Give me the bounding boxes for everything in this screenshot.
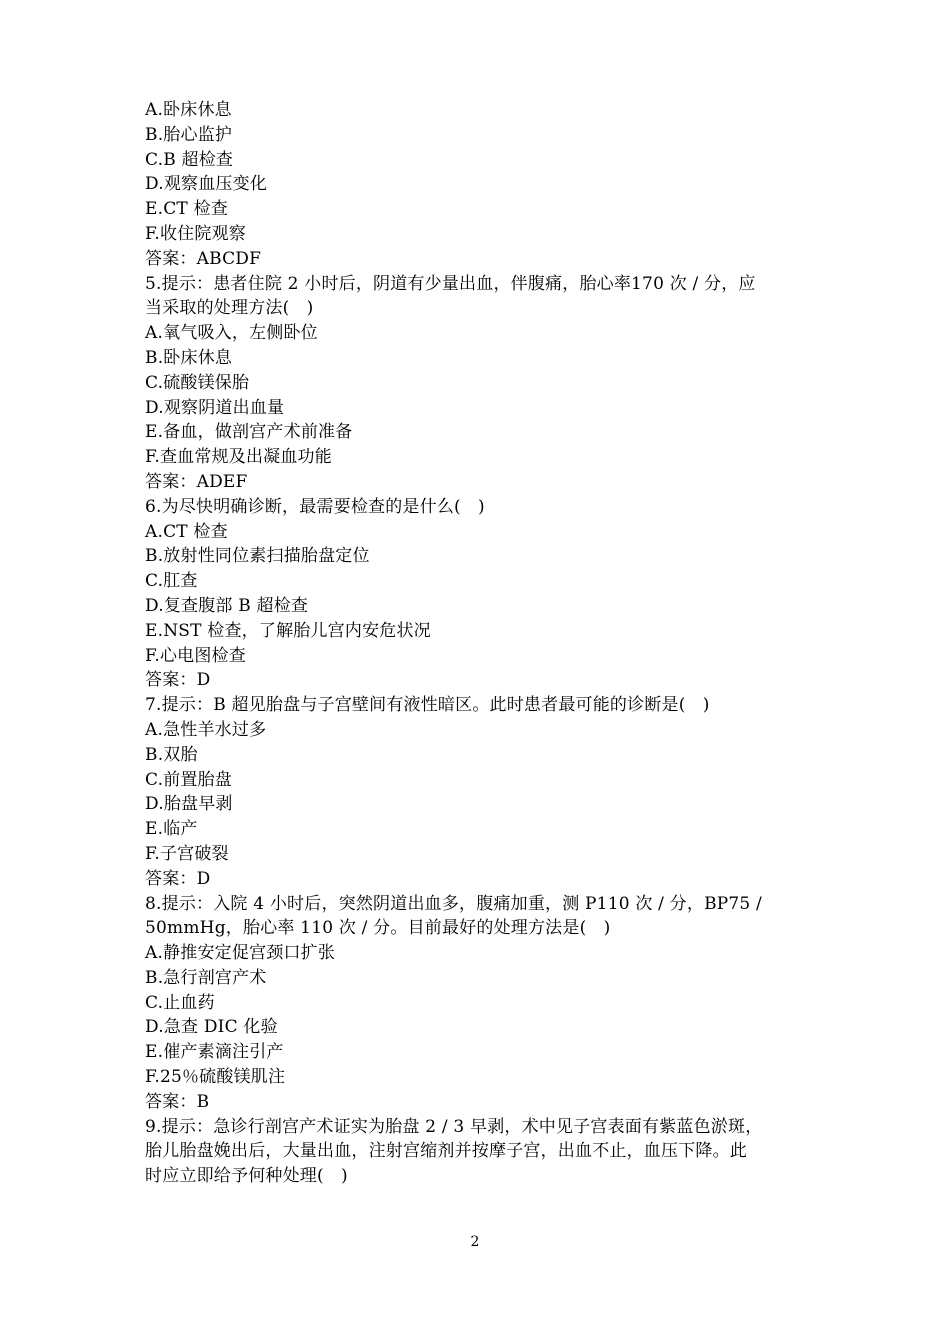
option-line: A.卧床休息 (145, 100, 232, 120)
option-line: D.观察阴道出血量 (145, 397, 285, 418)
option-line: F.25％硫酸镁肌注 (145, 1067, 286, 1088)
question-line: 8.提示：入院 4 小时后，突然阴道出血多，腹痛加重，测 P110 次 / 分，BP75 / (145, 893, 762, 914)
option-line: F.子宫破裂 (145, 843, 229, 864)
option-line: E.备血，做剖宫产术前准备 (145, 422, 353, 443)
option-line: A.CT 检查 (145, 521, 228, 542)
answer-line: 答案：D (145, 670, 211, 691)
option-line: B.急行剖宫产术 (145, 967, 267, 988)
option-line: A.氧气吸入，左侧卧位 (145, 323, 318, 344)
question-line: 当采取的处理方法( ) (145, 298, 314, 319)
option-line: D.急查 DIC 化验 (145, 1017, 278, 1038)
question-line: 时应立即给予何种处理( ) (145, 1166, 348, 1187)
option-line: C.肛查 (145, 571, 198, 592)
option-line: E.CT 检查 (145, 199, 228, 220)
option-line: B.胎心监护 (145, 124, 233, 145)
option-line: D.观察血压变化 (145, 174, 268, 195)
question-line: 6.为尽快明确诊断，最需要检查的是什么( ) (145, 496, 485, 517)
answer-line: 答案：ADEF (145, 471, 248, 492)
question-line: 50mmHg，胎心率 110 次 / 分。目前最好的处理方法是( ) (145, 918, 611, 939)
option-line: F.收住院观察 (145, 223, 246, 244)
question-line: 9.提示：急诊行剖宫产术证实为胎盘 2 / 3 早剥，术中见子宫表面有紫蓝色淤斑， (145, 1116, 763, 1137)
page-number: 2 (470, 1234, 480, 1250)
document-body (145, 98, 825, 1189)
question-line: 7.提示：B 超见胎盘与子宫壁间有液性暗区。此时患者最可能的诊断是( ) (145, 695, 710, 716)
question-line: 5.提示：患者住院 2 小时后，阴道有少量出血，伴腹痛，胎心率170 次 / 分，应 (145, 273, 756, 294)
option-line: B.卧床休息 (145, 347, 233, 368)
option-line: C.止血药 (145, 992, 215, 1013)
option-line: A.急性羊水过多 (145, 719, 267, 740)
option-line: C.B 超检查 (145, 149, 234, 170)
option-line: E.NST 检查，了解胎儿宫内安危状况 (145, 620, 431, 641)
question-line: 胎儿胎盘娩出后，大量出血，注射宫缩剂并按摩子宫，出血不止，血压下降。此 (145, 1141, 747, 1162)
option-line: B.放射性同位素扫描胎盘定位 (145, 546, 370, 567)
option-line: E.临产 (145, 819, 198, 840)
option-line: D.胎盘早剥 (145, 794, 233, 815)
option-line: F.心电图检查 (145, 645, 246, 666)
option-line: B.双胎 (145, 744, 198, 765)
option-line: C.前置胎盘 (145, 769, 233, 790)
option-line: D.复查腹部 B 超检查 (145, 595, 309, 616)
option-line: A.静推安定促宫颈口扩张 (145, 943, 336, 964)
answer-line: 答案：D (145, 868, 211, 889)
option-line: F.查血常规及出凝血功能 (145, 447, 332, 468)
option-line: C.硫酸镁保胎 (145, 372, 250, 393)
answer-line: 答案：ABCDF (145, 248, 262, 269)
option-line: E.催产素滴注引产 (145, 1042, 284, 1063)
answer-line: 答案：B (145, 1091, 210, 1112)
